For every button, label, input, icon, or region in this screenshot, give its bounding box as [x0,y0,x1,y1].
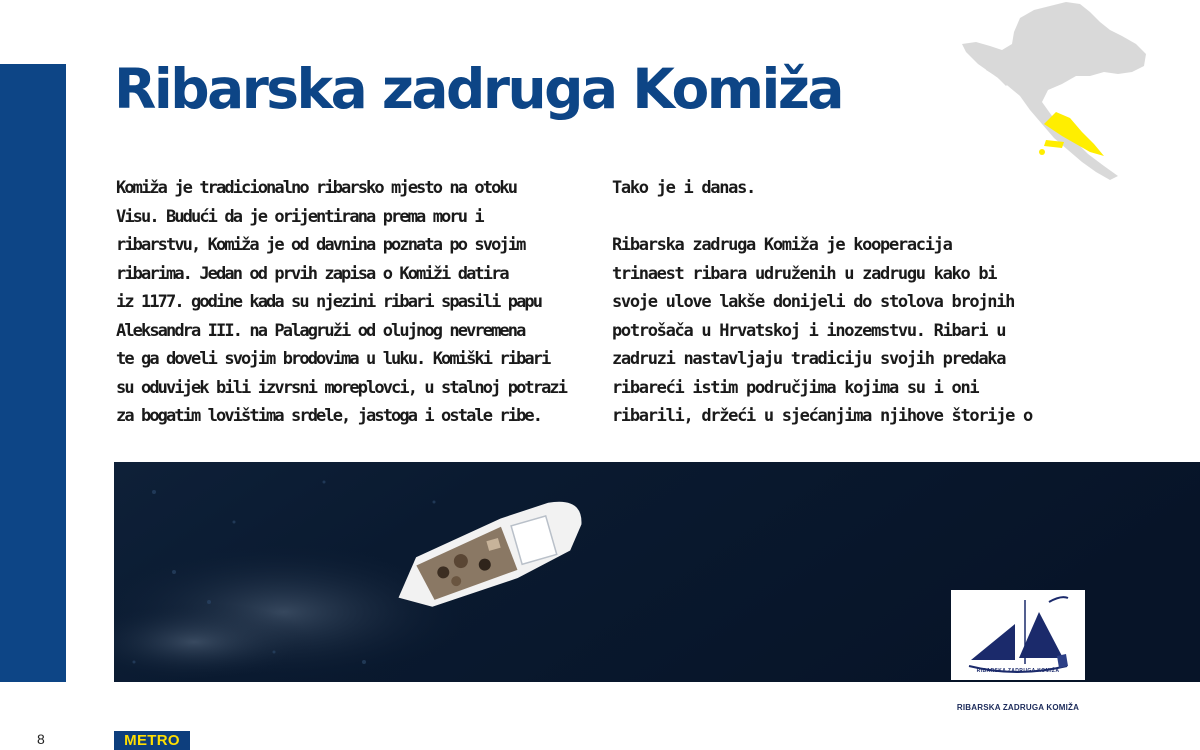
paragraph-gap [612,203,1062,232]
paragraph-line: Komiža je tradicionalno ribarsko mjesto na otoku [116,178,517,198]
cooperative-logo [951,590,1085,680]
paragraph-line: Aleksandra III. na Palagruži od olujnog nevremena [116,320,525,341]
paragraph-line: ribarstvu, Komiža je od davnina poznata po svojim [116,235,525,255]
paragraph-line: svoje ulove lakše donijeli do stolova brojnih [612,292,1015,312]
paragraph-line: iz 1177. godine kada su njezini ribari spasili papu [116,292,542,312]
vis-island-highlight [1039,149,1045,155]
paragraph-line: trinaest ribara udruženih u zadrugu kako bi [612,263,997,284]
paragraph-line: ribareći istim područjima kojima su i oni [612,377,979,398]
metro-logo [114,731,190,750]
croatia-map-outline [962,2,1146,180]
page-number: 8 [37,731,45,747]
paragraph-line: Visu. Budući da je orijentirana prema moru i [116,206,483,227]
paragraph-line: su oduvijek bili izvrsni moreplovci, u stalnoj potrazi [116,377,567,398]
metro-logo-text: METRO [124,732,180,749]
logo-arc-text: RIBARSKA ZADRUGA KOMIŽA [976,668,1060,674]
right-text-column [612,174,1062,431]
croatia-map-icon [958,0,1153,185]
paragraph-line: zadruzi nastavljaju tradiciju svojih predaka [612,349,1006,369]
page-title: Ribarska zadruga Komiža [114,57,843,121]
paragraph-line: ribarili, držeći u sjećanjima njihove štorije o [612,406,1032,426]
paragraph-line: za bogatim lovištima srdele, jastoga i ostale ribe. [116,406,542,426]
logo-caption: RIBARSKA ZADRUGA KOMIŽA [956,703,1080,712]
paragraph-line: ribarima. Jedan od prvih zapisa o Komiži datira [116,263,508,284]
paragraph-line: potrošača u Hrvatskoj i inozemstvu. Ribari u [612,320,1006,341]
boat-logo-icon [951,590,1085,680]
side-accent-bar [0,64,66,682]
paragraph-intro: Tako je i danas. [612,178,755,198]
left-text-column [116,174,596,431]
paragraph-line: Ribarska zadruga Komiža je kooperacija [612,235,952,255]
paragraph-line: te ga doveli svojim brodovima u luku. Komiški ribari [116,349,550,369]
